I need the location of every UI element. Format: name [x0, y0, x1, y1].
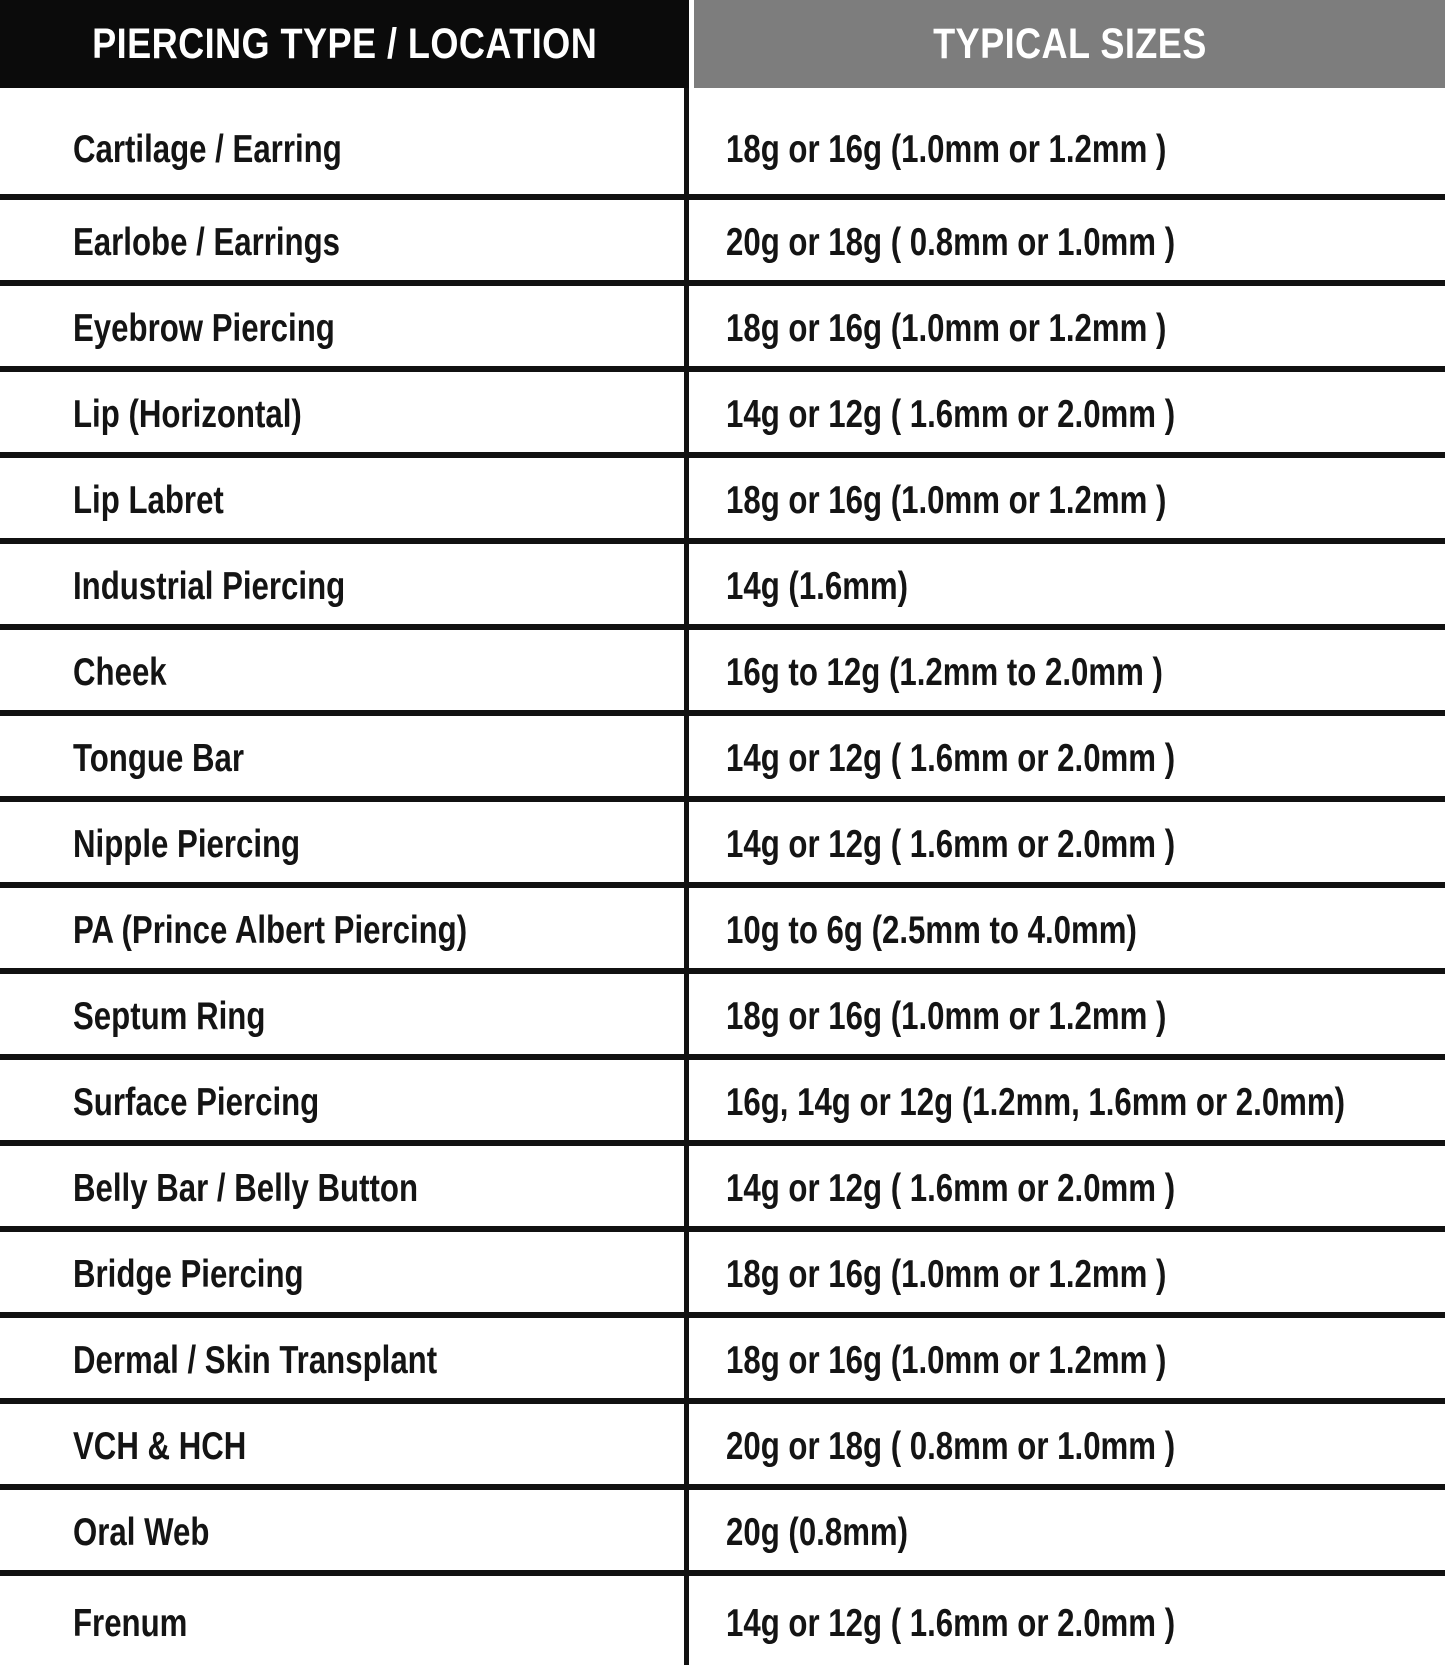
typical-sizes-cell: [689, 1318, 1445, 1398]
location-cell: [0, 286, 689, 366]
typical-size-value: 18g or 16g (1.0mm or 1.2mm ): [726, 128, 1167, 171]
table-row: [0, 974, 1445, 1060]
piercing-location-label: Oral Web: [73, 1511, 210, 1554]
column-header-typical-sizes: [694, 0, 1445, 88]
piercing-location-label: Dermal / Skin Transplant: [73, 1339, 438, 1382]
location-cell: [0, 1146, 689, 1226]
typical-size-value: 18g or 16g (1.0mm or 1.2mm ): [726, 995, 1167, 1038]
column-header-piercing-type: [0, 0, 689, 88]
typical-size-value: 18g or 16g (1.0mm or 1.2mm ): [726, 479, 1167, 522]
piercing-location-label: Cheek: [73, 651, 167, 694]
column-header-piercing-type-label: PIERCING TYPE / LOCATION: [91, 19, 598, 68]
location-cell: [0, 544, 689, 624]
location-cell: [0, 1576, 689, 1665]
piercing-location-label: Septum Ring: [73, 995, 266, 1038]
location-cell: [0, 888, 689, 968]
column-header-typical-sizes-label: TYPICAL SIZES: [932, 19, 1207, 68]
location-cell: [0, 372, 689, 452]
typical-sizes-cell: [689, 1146, 1445, 1226]
typical-sizes-cell: [689, 286, 1445, 366]
location-cell: [0, 1232, 689, 1312]
piercing-location-label: Bridge Piercing: [73, 1253, 304, 1296]
piercing-location-label: Nipple Piercing: [73, 823, 301, 866]
typical-sizes-cell: [689, 1404, 1445, 1484]
typical-size-value: 14g or 12g ( 1.6mm or 2.0mm ): [726, 737, 1176, 780]
piercing-location-label: Surface Piercing: [73, 1081, 320, 1124]
typical-size-value: 14g or 12g ( 1.6mm or 2.0mm ): [726, 823, 1176, 866]
table-row: [0, 286, 1445, 372]
location-cell: [0, 1404, 689, 1484]
typical-sizes-cell: [689, 200, 1445, 280]
typical-size-value: 20g or 18g ( 0.8mm or 1.0mm ): [726, 221, 1176, 264]
table-row: [0, 1404, 1445, 1490]
piercing-location-label: Cartilage / Earring: [73, 128, 342, 171]
typical-size-value: 20g or 18g ( 0.8mm or 1.0mm ): [726, 1425, 1176, 1468]
typical-sizes-cell: [689, 544, 1445, 624]
piercing-location-label: Eyebrow Piercing: [73, 307, 335, 350]
piercing-location-label: Lip Labret: [73, 479, 224, 522]
typical-sizes-cell: [689, 1576, 1445, 1665]
table-row: [0, 544, 1445, 630]
table-row: [0, 888, 1445, 974]
typical-sizes-cell: [689, 1060, 1445, 1140]
piercing-location-label: Belly Bar / Belly Button: [73, 1167, 418, 1210]
typical-sizes-cell: [689, 888, 1445, 968]
table-row: [0, 1490, 1445, 1576]
typical-size-value: 16g to 12g (1.2mm to 2.0mm ): [726, 651, 1163, 694]
table-row: [0, 1318, 1445, 1404]
piercing-location-label: Frenum: [73, 1601, 188, 1645]
typical-size-value: 14g or 12g ( 1.6mm or 2.0mm ): [726, 393, 1176, 436]
typical-sizes-cell: [689, 802, 1445, 882]
typical-size-value: 10g to 6g (2.5mm to 4.0mm): [726, 909, 1137, 952]
table-header-row: [0, 0, 1445, 88]
location-cell: [0, 200, 689, 280]
table-row: [0, 1576, 1445, 1665]
table-row: [0, 1146, 1445, 1232]
table-row: [0, 372, 1445, 458]
table-body: [0, 88, 1445, 1665]
location-cell: [0, 716, 689, 796]
typical-sizes-cell: [689, 1232, 1445, 1312]
table-row: [0, 200, 1445, 286]
typical-size-value: 14g or 12g ( 1.6mm or 2.0mm ): [726, 1601, 1176, 1645]
table-row: [0, 88, 1445, 200]
piercing-location-label: Lip (Horizontal): [73, 393, 302, 436]
typical-size-value: 16g, 14g or 12g (1.2mm, 1.6mm or 2.0mm): [726, 1081, 1346, 1124]
location-cell: [0, 802, 689, 882]
location-cell: [0, 88, 689, 194]
typical-size-value: 18g or 16g (1.0mm or 1.2mm ): [726, 307, 1167, 350]
table-row: [0, 1060, 1445, 1146]
location-cell: [0, 1060, 689, 1140]
piercing-location-label: PA (Prince Albert Piercing): [73, 909, 468, 952]
table-row: [0, 802, 1445, 888]
location-cell: [0, 458, 689, 538]
typical-sizes-cell: [689, 372, 1445, 452]
piercing-location-label: Earlobe / Earrings: [73, 221, 341, 264]
location-cell: [0, 1318, 689, 1398]
typical-size-value: 14g or 12g ( 1.6mm or 2.0mm ): [726, 1167, 1176, 1210]
typical-sizes-cell: [689, 88, 1445, 194]
typical-size-value: 14g (1.6mm): [726, 565, 909, 608]
typical-sizes-cell: [689, 1490, 1445, 1570]
typical-size-value: 20g (0.8mm): [726, 1511, 909, 1554]
typical-sizes-cell: [689, 630, 1445, 710]
typical-size-value: 18g or 16g (1.0mm or 1.2mm ): [726, 1253, 1167, 1296]
piercing-location-label: VCH & HCH: [73, 1425, 247, 1468]
location-cell: [0, 1490, 689, 1570]
location-cell: [0, 974, 689, 1054]
piercing-location-label: Industrial Piercing: [73, 565, 346, 608]
typical-size-value: 18g or 16g (1.0mm or 1.2mm ): [726, 1339, 1167, 1382]
table-row: [0, 458, 1445, 544]
typical-sizes-cell: [689, 974, 1445, 1054]
table-row: [0, 630, 1445, 716]
typical-sizes-cell: [689, 716, 1445, 796]
location-cell: [0, 630, 689, 710]
table-row: [0, 716, 1445, 802]
typical-sizes-cell: [689, 458, 1445, 538]
table-row: [0, 1232, 1445, 1318]
piercing-location-label: Tongue Bar: [73, 737, 245, 780]
